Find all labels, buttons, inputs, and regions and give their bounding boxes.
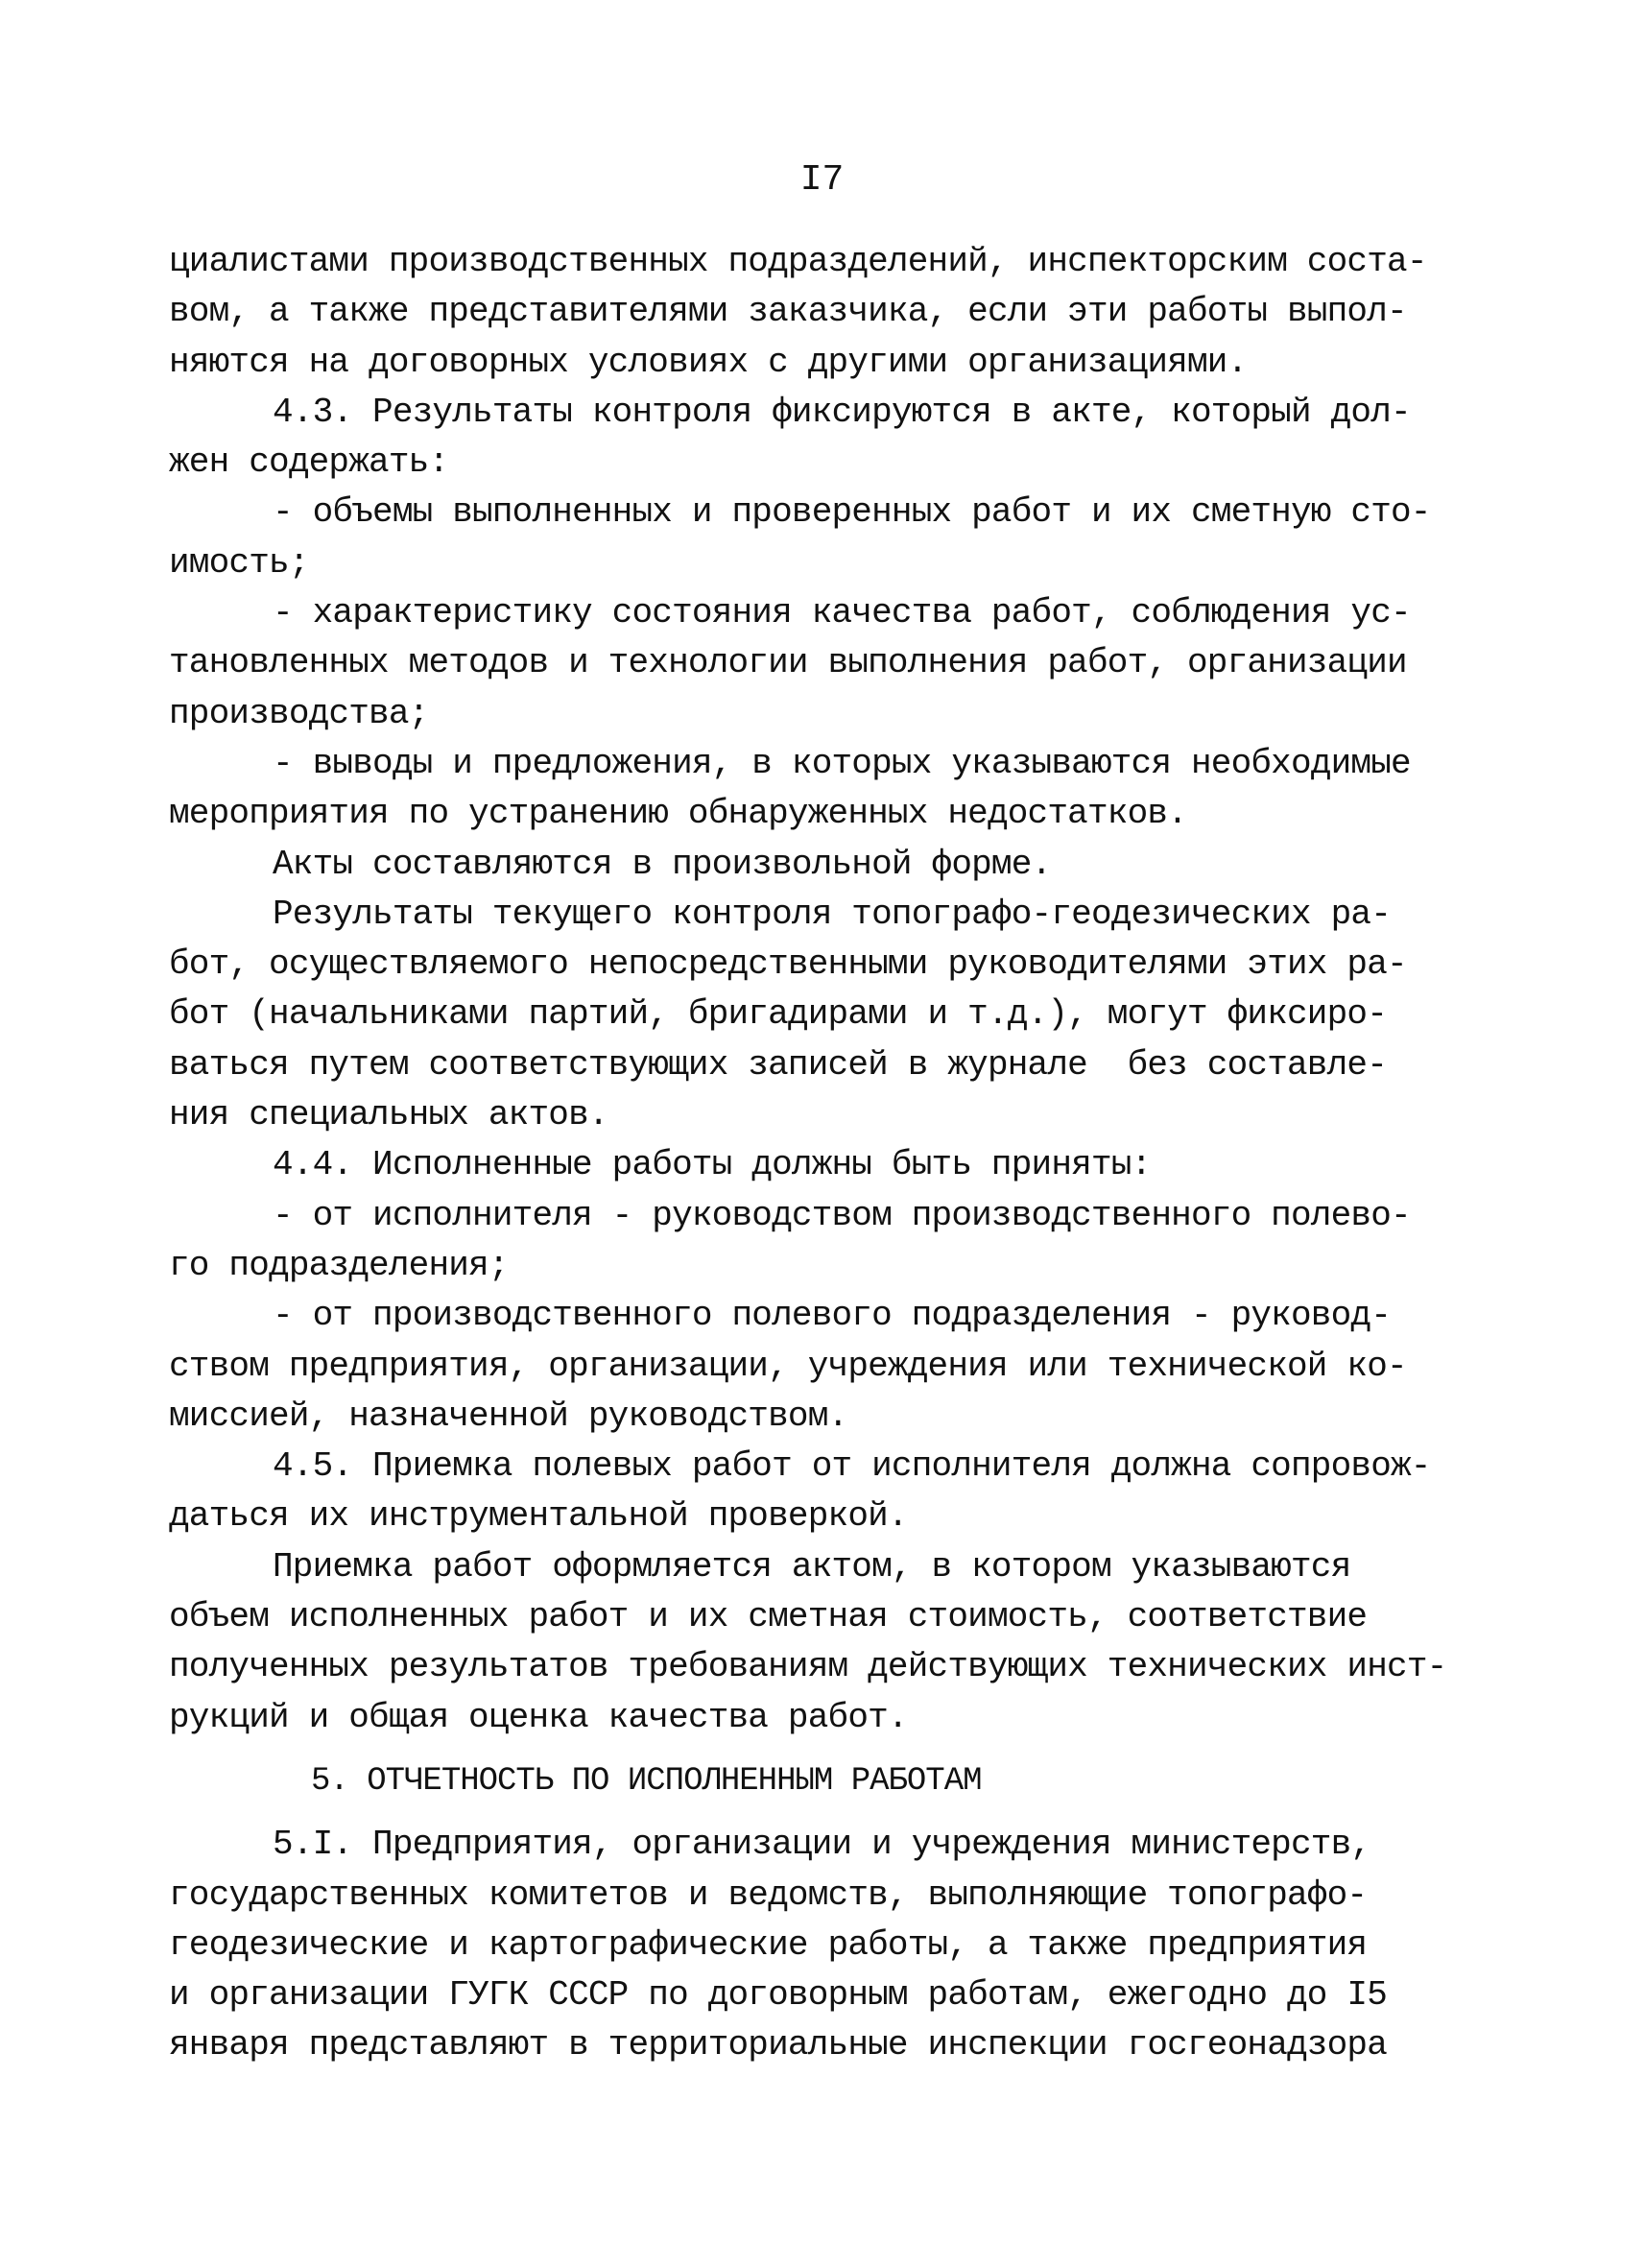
text-line: ния специальных актов.: [169, 1095, 608, 1135]
section-heading: 5. ОТЧЕТНОСТЬ ПО ИСПОЛНЕННЫМ РАБОТАМ: [311, 1762, 982, 1800]
text-line: - выводы и предложения, в которых указываются необходимые: [273, 743, 1411, 783]
text-line: Результаты текущего контроля топографо-геодезических ра-: [273, 894, 1391, 934]
text-line: - от производственного полевого подразделения - руковод-: [273, 1296, 1391, 1336]
text-line: января представляют в территориальные инспекции госгеонадзора: [169, 2025, 1388, 2065]
text-line: полученных результатов требованиям действующих технических инст-: [169, 1647, 1447, 1687]
body-text: [169, 237, 1513, 2071]
text-line: имость;: [169, 542, 309, 583]
text-line: жен содержать:: [169, 442, 449, 483]
text-line: 4.3. Результаты контроля фиксируются в акте, который дол-: [273, 392, 1411, 432]
text-line: 4.4. Исполненные работы должны быть приняты:: [273, 1145, 1152, 1185]
text-line: ством предприятия, организации, учреждения или технической ко-: [169, 1346, 1407, 1386]
text-line: рукций и общая оценка качества работ.: [169, 1697, 908, 1737]
text-line: няются на договорных условиях с другими организациями.: [169, 342, 1248, 382]
text-line: - характеристику состояния качества работ, соблюдения ус-: [273, 593, 1411, 633]
text-line: 4.5. Приемка полевых работ от исполнителя должна сопровож-: [273, 1446, 1431, 1487]
text-line: вом, а также представителями заказчика, если эти работы выпол-: [169, 292, 1407, 332]
text-line: бот (начальниками партий, бригадирами и т.д.), могут фиксиро-: [169, 994, 1388, 1035]
text-line: государственных комитетов и ведомств, выполняющие топографо-: [169, 1874, 1368, 1915]
page-number: I7: [799, 159, 845, 201]
text-line: производства;: [169, 693, 429, 733]
text-line: Приемка работ оформляется актом, в котором указываются: [273, 1546, 1351, 1587]
text-line: и организации ГУГК СССР по договорным работам, ежегодно до I5: [169, 1975, 1388, 2016]
text-line: Акты составляются в произвольной форме.: [273, 844, 1052, 884]
text-line: тановленных методов и технологии выполнения работ, организации: [169, 643, 1407, 683]
text-line: циалистами производственных подразделений, инспекторским соста-: [169, 242, 1427, 281]
text-line: - от исполнителя - руководством производственного полево-: [273, 1195, 1411, 1235]
text-line: 5.I. Предприятия, организации и учреждения министерств,: [273, 1825, 1371, 1865]
text-line: объем исполненных работ и их сметная стоимость, соответствие: [169, 1597, 1368, 1637]
text-line: мероприятия по устранению обнаруженных недостатков.: [169, 794, 1187, 834]
text-line: бот, осуществляемого непосредственными руководителями этих ра-: [169, 944, 1407, 985]
text-line: даться их инструментальной проверкой.: [169, 1496, 908, 1537]
text-line: миссией, назначенной руководством.: [169, 1396, 848, 1436]
text-line: - объемы выполненных и проверенных работ и их сметную сто-: [273, 492, 1431, 533]
text-line: геодезические и картографические работы, а также предприятия: [169, 1924, 1368, 1965]
text-line: ваться путем соответствующих записей в журнале без составле-: [169, 1044, 1388, 1085]
text-line: го подразделения;: [169, 1245, 509, 1285]
